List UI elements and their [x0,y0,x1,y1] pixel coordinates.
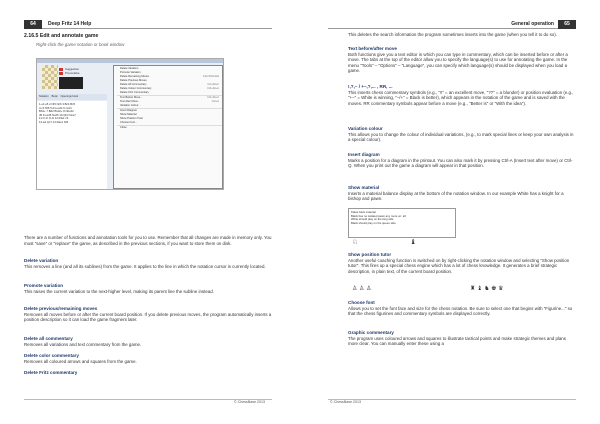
tab-book[interactable]: Book [51,95,58,98]
item-show-material [348,185,574,202]
item-heading: Graphic commentary [348,330,394,335]
item-heading: Promote variation [24,283,64,288]
right-header-title: General operation [511,21,554,27]
item-delete-variation [24,258,274,269]
item-delete-color-commentary [24,353,274,364]
context-menu [113,65,223,189]
notation-tabs [37,94,107,100]
material-display: Takes back material Black has no isolated pawn any more on: a6 White should play on the king side Black should play on the queen side [348,208,456,238]
item-heading: !,?,– / +–,?,... , RR, ... [348,84,393,89]
item-insert-diagram [348,152,574,169]
item-graphic-commentary [348,330,574,347]
item-text: Removes all coloured arrows and squares from the game. [24,358,137,364]
section-subtitle: Right-click the game notation or book window [36,42,125,47]
side-buttons [59,67,80,75]
provocative-icon [59,72,63,75]
right-footer: © ChessBase 2013 [330,400,362,404]
item-choose-font [348,300,574,317]
item-text-before-after [348,46,574,74]
item-delete-fritz-commentary [24,370,274,376]
suggestion-button[interactable]: Suggestion [59,67,80,71]
chess-board-thumbnail [42,65,58,89]
notation-panel[interactable]: 1.e4 e5 2.Nf3 Nc6 3.Bc4 Bc5 4.c3 Nf6 5.d4 exd4 6.cxd4 Bb4+ 7.Bd2 Bxd2+ 8.Nbxd2 d5 9.exd5 Nxd5 10.Qb3 Nce7 11.O-O O-O 12.Rfe1 c6 13.a4 Qc7 14.Rac1 Nf4 [37,101,107,189]
item-heading: Delete previous/remaining moves [24,306,98,311]
item-heading: Delete variation [24,258,59,263]
context-menu-item[interactable]: Show Position Tutor [120,117,144,120]
item-text: This raises the current variation to the next-higher level, making its parent line the subline instead. [24,288,214,294]
item-text: Both functions give you a text editor in which you can type in commentary, which can be inserted before or after a move. The tabs at the top of the editor allow you to specify the language(s) to use for annotating the game. In the menu "Tools" – "Options" – "Language", you can specify which language(s) should be displayed when you load a game. [348,51,568,74]
item-heading: Delete color commentary [24,353,79,358]
context-menu-item[interactable]: Choose Font... [120,121,138,124]
right-page [300,0,600,424]
item-position-tutor [348,252,574,274]
context-menu-item[interactable]: Variation Colour... [120,104,141,107]
item-commentary-symbols [348,84,574,106]
context-menu-item[interactable]: Text After Move... Ctrl+A [120,100,219,103]
right-page-number: 65 [558,20,576,29]
item-delete-moves [24,306,274,323]
item-text: Allows you to set the font face and size for the chess notation. Be sure to select one that begins with "Figurine..." so that the chess figurines and commentary symbols are displayed correctly. [348,305,573,317]
context-menu-item[interactable]: Close [117,125,222,130]
context-menu-item[interactable]: Text Before Move... Ctrl+Alt+X [117,95,222,100]
item-text: This inserts chess commentary symbols (e.g., "!!" = an excellent move, "??" = a blunder) or position evaluation (e.g., "+–" = White is winning, "–/+" = Black is better), which appears in the notation of the game and is saved with the moves. RR commentary symbols appear before a move (e.g., "Better is" or "With the idea"). [348,89,574,106]
context-menu-item[interactable]: Delete Variation [120,67,139,70]
context-menu-item[interactable]: Delete Colour Commentary Ctrl+Alt+A [120,87,219,90]
item-heading: Choose font [348,300,375,305]
left-header-title: Deep Fritz 14 Help [48,21,92,27]
context-menu-item[interactable]: Delete Previous Moves [120,79,147,82]
item-heading: Delete all commentary [24,336,73,341]
section-title: 2.16.5 Edit and annotate game [24,33,99,39]
item-text: Another useful coaching function is switched on by right-clicking the notation window and selecting "Show position tutor". This fires up a special chess engine which has a lot of chess knowledge. It generates a brief strategic description, in plain text, of the current board position. [348,257,570,274]
footer-line [328,399,576,400]
tab-openings-book[interactable]: Openings book [60,95,79,98]
item-text: Removes all variations and text commentary from the game. [24,341,142,347]
item-delete-all-commentary [24,336,274,347]
item-text: Marks a position for a diagram in the printout. You can also mark it by pressing Ctrl-A (Insert text after move) or Ctrl-Q. When you print out the game a diagram will appear in that position. [348,157,573,169]
black-pieces-icon: ♜ ♝ ♞ ♚ ♛ [470,286,504,292]
item-heading: Delete Fritz commentary [24,370,78,375]
item-heading: Show position tutor [348,252,392,257]
provocative-button[interactable]: Provocative [59,71,80,75]
item-heading: Show material [348,185,380,190]
item-text: Removes all moves before or after the current board position. If you delete previous moves, the program automatically inserts a position description so it can load the game fragment later. [24,311,272,323]
window-titlebar [37,59,223,63]
tab-notation[interactable]: Notation [39,95,49,98]
black-bishop-icon: ♝ [410,239,417,246]
item-text: The program uses coloured arrows and squares to illustrate tactical points and make strategic themes and plans more clear. You can manually enter these using a [348,335,566,347]
context-menu-item[interactable]: Insert Diagram [117,108,222,113]
context-menu-item[interactable]: Delete Fritz Commentary [120,91,149,94]
left-footer: © ChessBase 2013 [234,400,266,404]
white-pawns-icon: ♙ ♙ ♙ [352,286,372,292]
item-heading: Insert diagram [348,152,380,157]
item-heading: Text before/after move [348,46,397,51]
context-menu-item[interactable]: Show Material [120,113,137,116]
item-text: This removes a line (and all its sublines) from the game. It applies to the line in which the notation cursor is currently located. [24,263,266,269]
left-page-header [24,20,272,29]
right-page-header [328,20,576,29]
left-page-number: 64 [24,20,42,29]
context-menu-item[interactable]: Promote Variation [120,71,141,74]
right-intro: This deletes the search information the program sometimes inserts into the game (when you tell it to do so). [348,32,557,37]
context-menu-screenshot [36,58,224,190]
intro-paragraph: There are a number of functions and annotation tools for you to use. Remember that all changes are made in memory only. You must "save" or "replace" the game, as described in the previous sections, if you want to store them on disk. [24,235,272,246]
clock-display [59,77,83,89]
item-variation-colour [348,126,574,143]
white-knight-icon: ♘ [352,239,359,246]
item-promote-variation [24,283,274,294]
item-text: This allows you to change the colour of individual variations, (e.g., to mark special lines or keep your own analysis in a special colour). [348,131,574,143]
context-menu-item[interactable]: Delete All Commentary Ctrl+Alt+F [120,83,219,86]
item-heading: Variation colour [348,126,383,131]
context-menu-item[interactable]: Delete Remaining Moves Ctrl+Shift+Del [120,75,219,78]
suggestion-icon [59,68,63,71]
item-text: Inserts a material balance display at the bottom of the notation window. In our example White has a knight for a bishop and pawn. [348,190,564,202]
